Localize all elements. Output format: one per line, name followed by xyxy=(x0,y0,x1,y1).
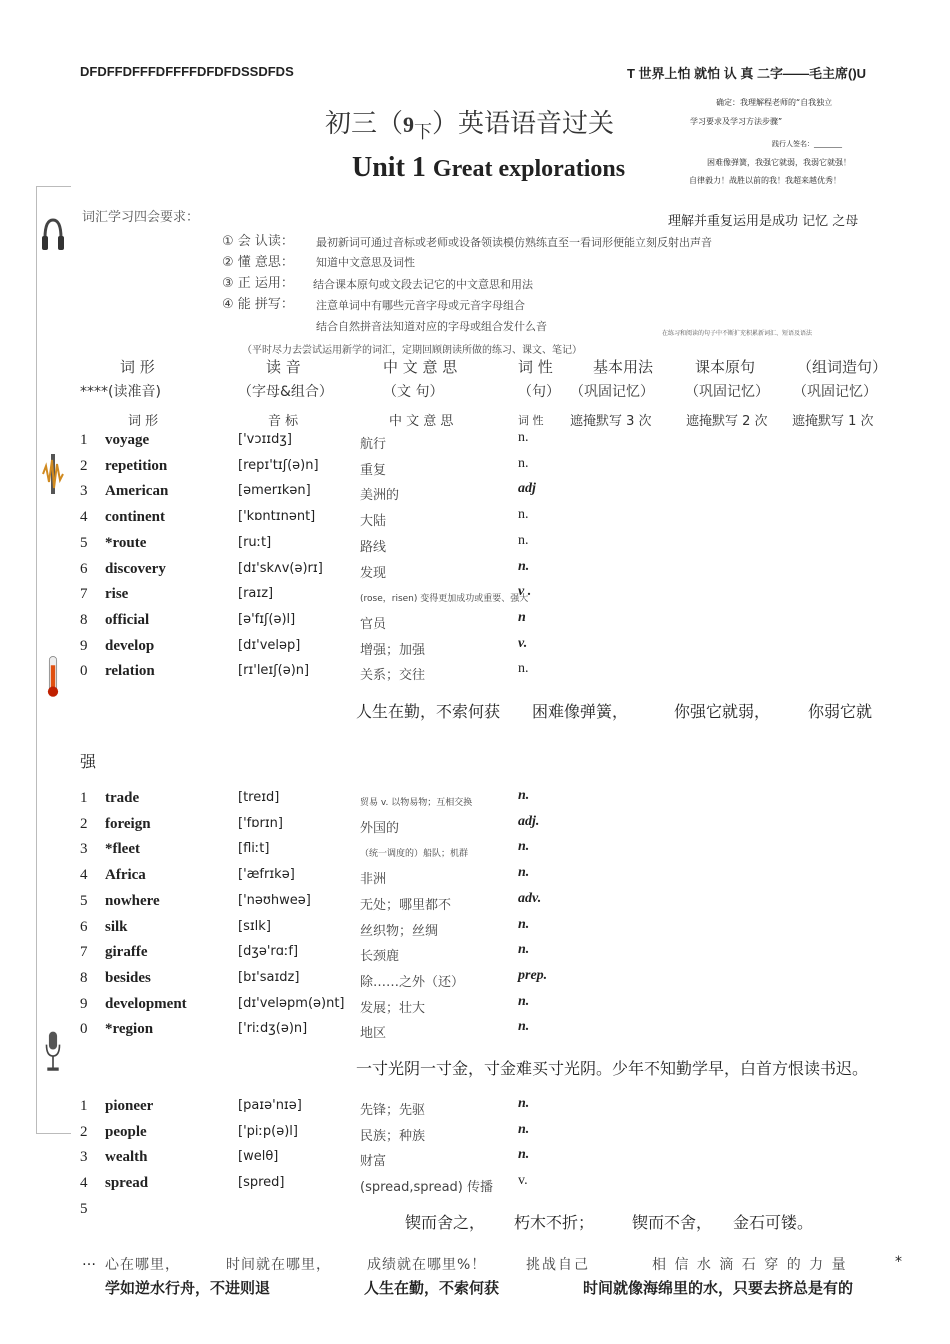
col-label-pos: 词 性 xyxy=(518,414,544,427)
vocab-word: besides xyxy=(105,970,151,986)
row-number: 6 xyxy=(80,919,88,935)
col-label-dictation-1: 遮掩默写 1 次 xyxy=(792,414,874,429)
row-number: 7 xyxy=(80,944,88,960)
vocab-phonetic: [dɪ'skʌv(ə)rɪ] xyxy=(238,561,323,576)
vocab-part-of-speech: n xyxy=(518,610,526,625)
vocab-phonetic: ['kɒntɪnənt] xyxy=(238,509,316,524)
row-number: 8 xyxy=(80,612,88,628)
row-number: 1 xyxy=(80,1098,88,1114)
pledge-line-1: 确定：我理解程老师的“自我独立 xyxy=(716,98,833,107)
vocab-phonetic: [paɪə'nɪə] xyxy=(238,1098,302,1113)
req-item-1-text: 最初新词可通过音标或老师或设备领读模仿熟练直至一看词形便能立刻反射出声音 xyxy=(316,236,712,249)
vocab-meaning: 贸易 v. 以物易物；互相交换 xyxy=(360,798,473,808)
vocab-word: American xyxy=(105,483,169,499)
pledge-line-2: 学习要求及学习方法步骤” xyxy=(690,117,783,126)
row-number: 0 xyxy=(80,1021,88,1037)
col-head-textbook: 课本原句 xyxy=(695,358,756,376)
vocab-part-of-speech: prep. xyxy=(518,968,548,983)
motto-1e: 强 xyxy=(80,752,97,771)
motto-1a: 人生在勤，不索何获 xyxy=(356,702,501,721)
motto-1c: 你强它就弱， xyxy=(674,702,771,721)
vocab-part-of-speech: n. xyxy=(518,533,529,548)
vocab-phonetic: [dɪ'veləp] xyxy=(238,638,301,653)
footer-4: 挑战自己 xyxy=(526,1257,590,1273)
vocab-phonetic: [ə'fɪʃ(ə)l] xyxy=(238,612,296,627)
vocab-part-of-speech: n. xyxy=(518,865,530,880)
header-code: DFDFFDFFFDFFFFDFDFDSSDFDS xyxy=(80,64,294,79)
vocab-part-of-speech: v . xyxy=(518,584,532,599)
vocab-word: discovery xyxy=(105,561,166,577)
footer-2: 时间就在哪里， xyxy=(226,1257,331,1273)
row-number: 3 xyxy=(80,1149,88,1165)
vocab-part-of-speech: n. xyxy=(518,994,530,1009)
vocab-meaning: 长颈鹿 xyxy=(360,949,400,964)
vocab-part-of-speech: adj. xyxy=(518,814,540,829)
row-number: 0 xyxy=(80,663,88,679)
vocab-word: giraffe xyxy=(105,944,148,960)
vocab-part-of-speech: n. xyxy=(518,661,529,676)
vocab-word: *fleet xyxy=(105,841,140,857)
header-quote: T 世界上怕 就怕 认 真 二字——毛主席()U xyxy=(627,66,867,81)
col-label-dictation-3: 遮掩默写 3 次 xyxy=(570,414,652,429)
vocab-phonetic: [treɪd] xyxy=(238,790,280,805)
row-number: 4 xyxy=(80,1175,88,1191)
headphones-icon xyxy=(41,214,65,258)
col-head-word: 词 形 xyxy=(120,358,155,376)
footer-bold-2: 人生在勤，不索何获 xyxy=(364,1279,500,1297)
req-paren-note: （平时尽力去尝试运用新学的词汇，定期回顾朗读所做的练习、课文、笔记） xyxy=(242,345,582,356)
vocab-phonetic: [raɪz] xyxy=(238,586,274,601)
vocab-part-of-speech: n. xyxy=(518,788,530,803)
vocab-phonetic: [əmerɪkən] xyxy=(238,483,311,498)
vocab-meaning: 增强；加强 xyxy=(360,643,426,658)
vocab-phonetic: [sɪlk] xyxy=(238,919,271,934)
motto-3c: 锲而不舍， xyxy=(632,1213,713,1232)
vocab-phonetic: [welθ] xyxy=(238,1149,279,1164)
motto-1b: 困难像弹簧， xyxy=(532,702,629,721)
vocab-word: silk xyxy=(105,919,128,935)
vocab-phonetic: ['fɒrɪn] xyxy=(238,816,283,831)
vocab-meaning: 航行 xyxy=(360,437,387,452)
unit-title: Unit 1 Great explorations xyxy=(352,152,626,183)
col-head-phrase: （组词造句） xyxy=(797,358,888,376)
row-number: 3 xyxy=(80,841,88,857)
pledge-line-4: 困难像弹簧，我强它就弱，我弱它就强！ xyxy=(707,158,851,167)
vocab-part-of-speech: n. xyxy=(518,1147,530,1162)
req-side-note: 在练习和阅读的句子中不断扩充积累新词汇、短语及语法 xyxy=(662,330,813,337)
req-item-2-mark: ② 懂 意思： xyxy=(222,255,294,270)
vocab-part-of-speech: n. xyxy=(518,1019,530,1034)
requirements-note: 理解并重复运用是成功 记忆 之母 xyxy=(668,214,859,229)
req-item-4-text: 注意单词中有哪些元音字母或元音字母组合 xyxy=(316,299,525,312)
vocab-phonetic: [rɪ'leɪʃ(ə)n] xyxy=(238,663,310,678)
req-item-4-mark: ④ 能 拼写： xyxy=(222,297,294,312)
footer-star: * xyxy=(895,1254,902,1270)
vocab-word: wealth xyxy=(105,1149,148,1165)
vocab-meaning: （统一调度的）船队；机群 xyxy=(360,849,469,859)
motto-1d: 你弱它就 xyxy=(808,702,873,721)
vocab-word: *route xyxy=(105,535,147,551)
col-label-phonetic: 音 标 xyxy=(268,414,299,429)
footer-1: 心在哪里， xyxy=(105,1257,180,1273)
row-number: 5 xyxy=(80,893,88,909)
vocab-meaning: 地区 xyxy=(360,1026,387,1041)
vocab-phonetic: [dʒə'rɑːf] xyxy=(238,944,299,959)
vocab-part-of-speech: n. xyxy=(518,1122,530,1137)
vocab-phonetic: ['æfrɪkə] xyxy=(238,867,295,882)
footer-bold-1: 学如逆水行舟，不进则退 xyxy=(105,1279,271,1297)
col-sub-sound: （字母&组合） xyxy=(238,384,333,400)
req-item-3-text: 结合课本原句或文段去记它的中文意思和用法 xyxy=(313,278,533,291)
footer-5: 相 信 水 滴 石 穿 的 力 量 xyxy=(652,1257,848,1273)
vocab-meaning: 美洲的 xyxy=(360,488,400,503)
vocab-word: rise xyxy=(105,586,129,602)
vocab-part-of-speech: v. xyxy=(518,636,528,651)
vocab-phonetic: ['nəʊhweə] xyxy=(238,893,311,908)
col-head-pos: 词 性 xyxy=(518,358,553,376)
vocab-meaning: 官员 xyxy=(360,617,387,632)
vocab-meaning: 发展；壮大 xyxy=(360,1001,426,1016)
vocab-word: *region xyxy=(105,1021,154,1037)
vocab-phonetic: ['piːp(ə)l] xyxy=(238,1124,298,1139)
vocab-meaning: 丝织物；丝绸 xyxy=(360,924,439,939)
row-number: 3 xyxy=(80,483,88,499)
vocab-meaning: 大陆 xyxy=(360,514,387,529)
vocab-word: trade xyxy=(105,790,140,806)
vocab-part-of-speech: n. xyxy=(518,917,530,932)
page-title: 初三$(9_下)$英语语音过关 xyxy=(325,109,615,143)
vocab-part-of-speech: n. xyxy=(518,839,530,854)
vocab-meaning: (spread,spread) 传播 xyxy=(360,1180,494,1195)
vocab-meaning: 除……之外（还） xyxy=(360,975,465,990)
row-number: 2 xyxy=(80,816,88,832)
col-label-meaning: 中 文 意 思 xyxy=(389,414,454,429)
vocab-meaning: 非洲 xyxy=(360,872,387,887)
vocab-part-of-speech: n. xyxy=(518,559,530,574)
motto-3d: 金石可镂。 xyxy=(733,1213,814,1232)
vocab-word: foreign xyxy=(105,816,151,832)
vocab-meaning: 重复 xyxy=(360,463,387,478)
vocab-part-of-speech: n. xyxy=(518,942,530,957)
footer-dots: … xyxy=(82,1253,96,1269)
vocab-word: people xyxy=(105,1124,147,1140)
vocab-phonetic: [bɪ'saɪdz] xyxy=(238,970,300,985)
vocab-part-of-speech: adv. xyxy=(518,891,542,906)
row-number: 9 xyxy=(80,996,88,1012)
req-item-3-mark: ③ 正 运用： xyxy=(222,276,294,291)
row-number: 6 xyxy=(80,561,88,577)
vocab-part-of-speech: n. xyxy=(518,430,529,445)
vocab-meaning: 路线 xyxy=(360,540,387,555)
col-sub-textbook: （巩固记忆） xyxy=(685,384,769,400)
vocab-phonetic: [repɪ'tɪʃ(ə)n] xyxy=(238,458,319,473)
vocab-word: official xyxy=(105,612,150,628)
motto-2: 一寸光阴一寸金，寸金难买寸光阴。少年不知勤学早，白首方恨读书迟。 xyxy=(356,1059,869,1078)
col-label-dictation-2: 遮掩默写 2 次 xyxy=(686,414,768,429)
row-number: 5 xyxy=(80,535,88,551)
row-number: 8 xyxy=(80,970,88,986)
sound-wave-icon xyxy=(41,452,65,496)
vocab-word: voyage xyxy=(105,432,150,448)
vocab-word: repetition xyxy=(105,458,168,474)
col-head-usage: 基本用法 xyxy=(593,358,654,376)
vocab-meaning: 无处；哪里都不 xyxy=(360,898,452,913)
row-number: 9 xyxy=(80,638,88,654)
row-number: 1 xyxy=(80,790,88,806)
row-number: 2 xyxy=(80,458,88,474)
vocab-word: Africa xyxy=(105,867,146,883)
row-number: 4 xyxy=(80,867,88,883)
vocab-phonetic: [ruːt] xyxy=(238,535,272,550)
vocab-word: develop xyxy=(105,638,155,654)
col-sub-phrase: （巩固记忆） xyxy=(793,384,877,400)
vocab-meaning: 发现 xyxy=(360,566,387,581)
pledge-signature: 践行人签名：________ xyxy=(772,140,842,148)
vocab-phonetic: [spred] xyxy=(238,1175,285,1190)
vocab-part-of-speech: n. xyxy=(518,456,529,471)
vocab-meaning: (rose，risen) 变得更加成功或重要、强大 xyxy=(360,594,529,604)
req-item-1-mark: ① 会 认读： xyxy=(222,234,294,249)
col-label-word: 词 形 xyxy=(128,414,159,429)
vocab-phonetic: [fliːt] xyxy=(238,841,270,856)
requirements-title: 词汇学习四会要求： xyxy=(82,210,200,225)
vocab-word: development xyxy=(105,996,187,1012)
col-sub-pos: （句） xyxy=(518,384,560,400)
req-item-4-cont: 结合自然拼音法知道对应的字母或组合发什么音 xyxy=(316,320,547,333)
vocab-part-of-speech: n. xyxy=(518,507,529,522)
col-sub-usage: （巩固记忆） xyxy=(570,384,654,400)
req-item-2-text: 知道中文意思及词性 xyxy=(316,256,415,269)
col-head-sound: 读 音 xyxy=(266,358,301,376)
motto-3a: 锲而舍之， xyxy=(405,1213,486,1232)
row-number: 7 xyxy=(80,586,88,602)
vocab-word: relation xyxy=(105,663,155,679)
row-number: 5 xyxy=(80,1201,88,1217)
col-sub-meaning: （文 句） xyxy=(383,384,444,400)
footer-3: 成绩就在哪里%！ xyxy=(367,1257,487,1273)
col-head-meaning: 中 文 意 思 xyxy=(383,358,458,376)
vocab-word: pioneer xyxy=(105,1098,154,1114)
row-number: 2 xyxy=(80,1124,88,1140)
vocab-word: nowhere xyxy=(105,893,160,909)
vocab-phonetic: ['riːdʒ(ə)n] xyxy=(238,1021,308,1036)
thermometer-icon xyxy=(41,655,65,699)
vocab-phonetic: ['vɔɪɪdʒ] xyxy=(238,432,292,447)
vocab-phonetic: [dɪ'veləpm(ə)nt] xyxy=(238,996,345,1011)
row-number: 4 xyxy=(80,509,88,525)
col-sub-word: ****(读准音) xyxy=(80,384,161,400)
vocab-meaning: 先锋；先驱 xyxy=(360,1103,426,1118)
vocab-part-of-speech: v. xyxy=(518,1173,528,1188)
row-number: 1 xyxy=(80,432,88,448)
vocab-meaning: 外国的 xyxy=(360,821,400,836)
vocab-meaning: 财富 xyxy=(360,1154,387,1169)
pledge-line-5: 自律毅力！战胜以前的我！我超来越优秀！ xyxy=(689,176,841,185)
motto-3b: 朽木不折； xyxy=(514,1213,595,1232)
vocab-meaning: 关系；交往 xyxy=(360,668,426,683)
vocab-word: continent xyxy=(105,509,165,525)
vocab-meaning: 民族；种族 xyxy=(360,1129,426,1144)
footer-bold-3: 时间就像海绵里的水，只要去挤总是有的 xyxy=(583,1279,854,1297)
vocab-part-of-speech: n. xyxy=(518,1096,530,1111)
vocab-word: spread xyxy=(105,1175,149,1191)
microphone-icon xyxy=(41,1030,65,1074)
vocab-part-of-speech: adj xyxy=(518,481,536,496)
